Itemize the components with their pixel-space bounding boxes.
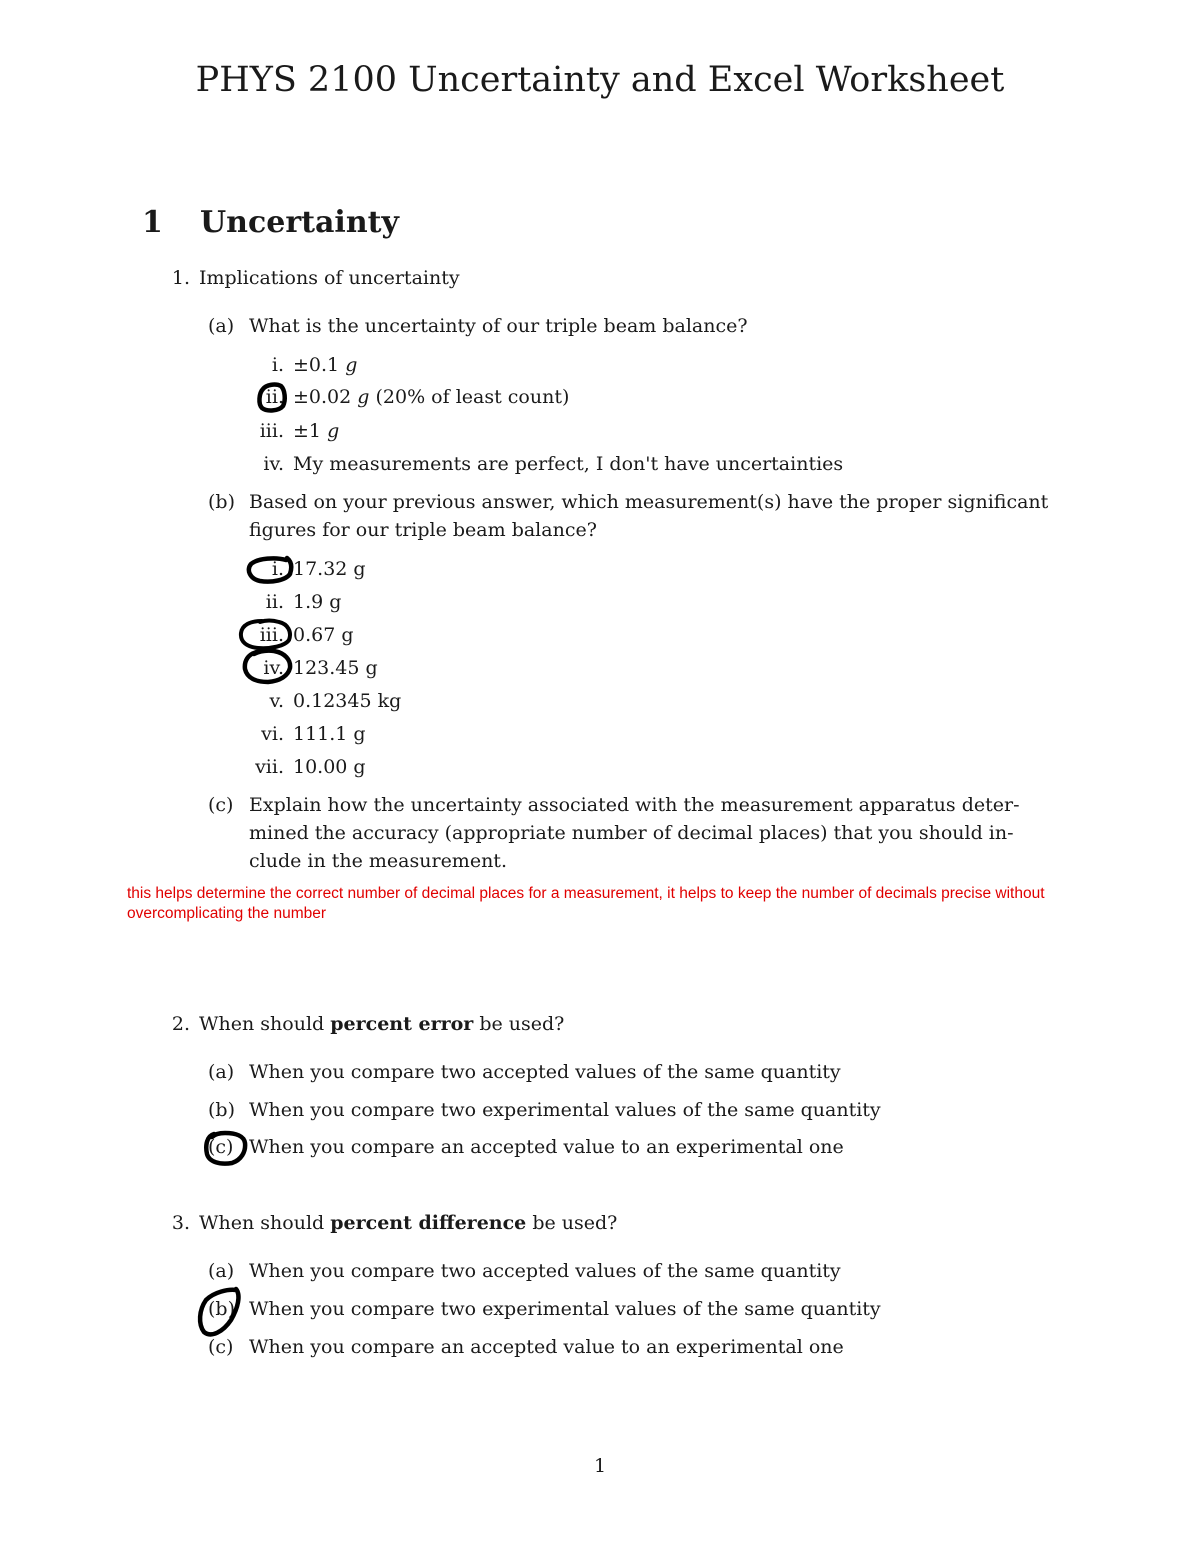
q1a-option-2 — [293, 385, 569, 409]
q1b-option-5: 0.12345 kg — [293, 690, 402, 712]
section-title: Uncertainty — [200, 205, 399, 240]
q1b-option-2: 1.9 g — [293, 591, 342, 613]
q1c-text-line3: clude in the measurement. — [249, 850, 507, 872]
q3-option-label: (c) — [208, 1336, 234, 1358]
section-number: 1 — [142, 205, 163, 240]
unit: g — [357, 386, 370, 408]
q1b-option-label: iv. — [263, 657, 284, 679]
q2-prefix: When should — [199, 1013, 325, 1035]
q1b-option-6: 111.1 g — [293, 723, 366, 745]
q1a-option-1 — [293, 353, 357, 377]
question-1-number: 1. — [171, 267, 190, 289]
option-value: ±0.1 — [293, 354, 340, 376]
q1b-option-7: 10.00 g — [293, 756, 366, 778]
q3-prefix: When should — [199, 1212, 325, 1234]
typed-answer[interactable]: this helps determine the correct number of decimal places for a measurement, it helps to keep the number of decimals precise without overcomplicating the number — [127, 885, 1045, 922]
q1c-label: (c) — [208, 794, 234, 816]
q3-option-c: When you compare an accepted value to an experimental one — [249, 1336, 844, 1358]
q3-option-b: When you compare two experimental values of the same quantity — [249, 1298, 881, 1320]
q1a-option-label: i. — [271, 354, 284, 376]
q1b-option-label: v. — [269, 690, 284, 712]
q1c-text-line1: Explain how the uncertainty associated with the measurement apparatus deter- — [249, 794, 1020, 816]
q1b-label: (b) — [208, 491, 235, 513]
q2-suffix: be used? — [479, 1013, 565, 1035]
q1b-option-4: 123.45 g — [293, 657, 378, 679]
option-value: ±1 — [293, 420, 322, 442]
q1b-text-line2: figures for our triple beam balance? — [249, 519, 597, 541]
q2-option-label: (a) — [208, 1061, 235, 1083]
page-number: 1 — [593, 1455, 607, 1477]
q1a-option-label: iii. — [259, 420, 284, 442]
unit: g — [327, 420, 340, 442]
q1a-label: (a) — [208, 315, 235, 337]
q2-bold-term: percent error — [330, 1013, 474, 1035]
unit: g — [345, 354, 358, 376]
q2-option-a: When you compare two accepted values of the same quantity — [249, 1061, 841, 1083]
q1b-option-3: 0.67 g — [293, 624, 354, 646]
q1a-option-label: ii. — [265, 386, 284, 408]
question-2-text — [199, 1012, 564, 1036]
question-3-number: 3. — [171, 1212, 190, 1234]
q3-suffix: be used? — [532, 1212, 618, 1234]
q1c-text-line2: mined the accuracy (appropriate number of decimal places) that you should in- — [249, 822, 1014, 844]
q3-option-a: When you compare two accepted values of the same quantity — [249, 1260, 841, 1282]
q1b-option-label: ii. — [265, 591, 284, 613]
question-3-text — [199, 1211, 617, 1235]
question-2-number: 2. — [171, 1013, 190, 1035]
q1b-option-label: i. — [271, 558, 284, 580]
option-note: (20% of least count) — [375, 386, 570, 408]
q2-option-label: (b) — [208, 1099, 235, 1121]
q3-option-label: (a) — [208, 1260, 235, 1282]
q1b-option-1: 17.32 g — [293, 558, 366, 580]
q1b-text-line1: Based on your previous answer, which measurement(s) have the proper significant — [249, 491, 1049, 513]
q1a-option-3 — [293, 419, 339, 443]
option-value: ±0.02 — [293, 386, 352, 408]
q1b-option-label: iii. — [259, 624, 284, 646]
q1a-option-4: My measurements are perfect, I don't have uncertainties — [293, 453, 844, 475]
q3-option-label: (b) — [208, 1298, 235, 1320]
q1b-option-label: vii. — [255, 756, 284, 778]
q2-option-b: When you compare two experimental values of the same quantity — [249, 1099, 881, 1121]
q3-bold-term: percent difference — [330, 1212, 527, 1234]
q1a-option-label: iv. — [263, 453, 284, 475]
q2-option-label: (c) — [208, 1136, 234, 1158]
q1a-text: What is the uncertainty of our triple beam balance? — [249, 315, 748, 337]
page-title: PHYS 2100 Uncertainty and Excel Worksheet — [195, 60, 1005, 100]
question-1-text: Implications of uncertainty — [199, 267, 460, 289]
q2-option-c: When you compare an accepted value to an experimental one — [249, 1136, 844, 1158]
q1b-option-label: vi. — [261, 723, 284, 745]
